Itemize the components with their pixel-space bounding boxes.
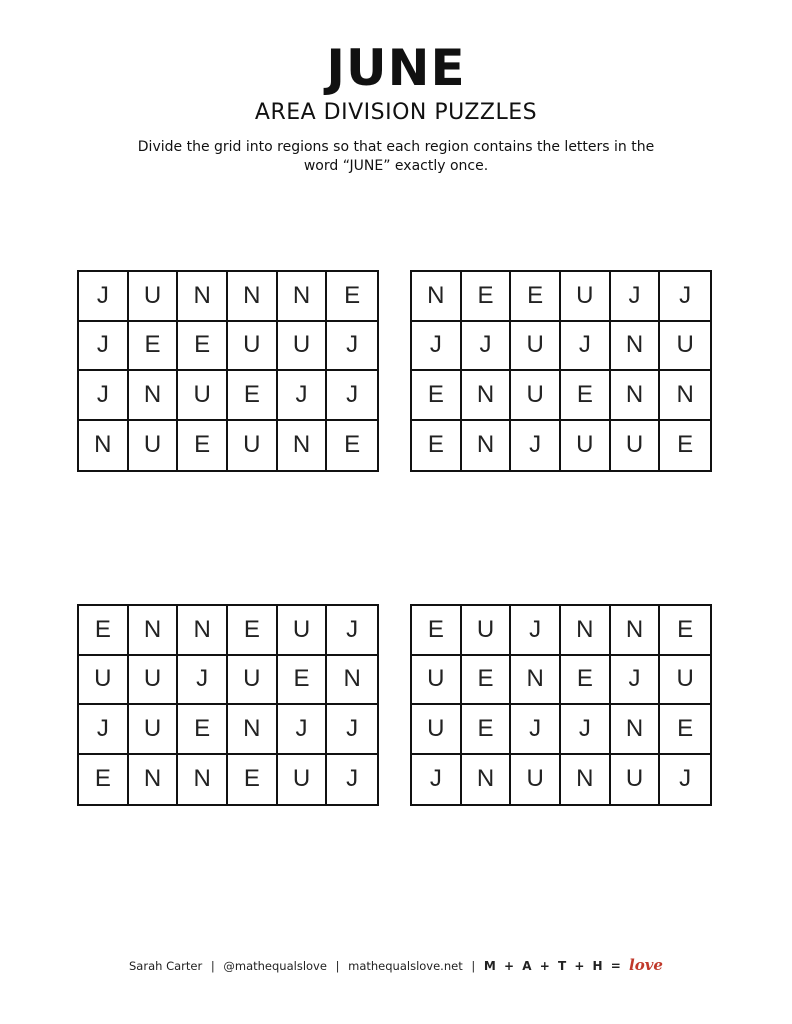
grid-cell: U [178, 371, 228, 421]
grid-cell: U [129, 705, 179, 755]
grid-cell: J [660, 272, 710, 322]
grid-cell: J [178, 656, 228, 706]
grid-cell: U [228, 421, 278, 471]
grid-cell: J [412, 322, 462, 372]
puzzle-grid-2 [410, 270, 712, 472]
grid-cell: E [129, 322, 179, 372]
page-title: JUNE [326, 39, 466, 97]
grid-cell: N [228, 705, 278, 755]
grid-cell: N [129, 755, 179, 805]
grid-cell: E [79, 755, 129, 805]
grid-cell: J [561, 705, 611, 755]
grid-cell: E [228, 755, 278, 805]
puzzle-grid-1 [77, 270, 379, 472]
grid-cell: J [611, 272, 661, 322]
grid-cell: J [79, 705, 129, 755]
grid-cell: U [511, 322, 561, 372]
grid-cell: E [660, 705, 710, 755]
grid-cell: E [561, 371, 611, 421]
grid-cell: E [228, 606, 278, 656]
grid-cell: U [412, 656, 462, 706]
grid-cell: N [561, 606, 611, 656]
grid-cell: N [462, 755, 512, 805]
grid-cell: E [462, 272, 512, 322]
grid-cell: J [611, 656, 661, 706]
puzzle-grid-4 [410, 604, 712, 806]
footer-brand-love: love [629, 956, 663, 974]
grid-cell: N [278, 272, 328, 322]
grid-cell: U [278, 755, 328, 805]
grid-cell: U [79, 656, 129, 706]
footer [0, 956, 792, 975]
grid-cell: N [178, 606, 228, 656]
puzzle-grid-3 [77, 604, 379, 806]
grid-cell: E [462, 656, 512, 706]
grid-cell: E [228, 371, 278, 421]
grid-cell: N [178, 272, 228, 322]
grid-cell: N [462, 421, 512, 471]
footer-separator: | [335, 959, 340, 973]
page-subtitle: AREA DIVISION PUZZLES [254, 100, 538, 125]
grid-cell: U [228, 656, 278, 706]
footer-social: @mathequalslove [223, 959, 327, 973]
grid-cell: N [611, 371, 661, 421]
grid-cell: J [462, 322, 512, 372]
footer-separator: | [210, 959, 215, 973]
grid-cell: J [511, 606, 561, 656]
grid-cell: U [228, 322, 278, 372]
grid-cell: N [228, 272, 278, 322]
grid-cell: N [511, 656, 561, 706]
grid-cell: E [412, 606, 462, 656]
grid-cell: J [278, 705, 328, 755]
grid-cell: N [611, 606, 661, 656]
grid-cell: E [412, 371, 462, 421]
grid-cell: J [679, 765, 692, 793]
grid-cell: J [327, 322, 377, 372]
grid-cell: U [278, 322, 328, 372]
grid-cell: J [327, 371, 377, 421]
grid-cell: U [511, 371, 561, 421]
grid-cell: J [79, 272, 129, 322]
grid-cell: E [178, 705, 228, 755]
grid-cell: J [561, 322, 611, 372]
footer-brand-text: M + A + T + H = [483, 959, 623, 973]
grid-cell: J [412, 755, 462, 805]
grid-cell: U [278, 606, 328, 656]
grid-cell: E [344, 431, 361, 459]
grid-cell: E [660, 606, 710, 656]
grid-cell: N [178, 755, 228, 805]
grid-cell: E [511, 272, 561, 322]
grid-cell: J [511, 421, 561, 471]
grid-cell: N [278, 421, 328, 471]
grid-cell: U [129, 656, 179, 706]
grid-cell: U [611, 421, 661, 471]
grid-cell: J [511, 705, 561, 755]
grid-cell: E [327, 272, 377, 322]
grid-cell: E [561, 656, 611, 706]
footer-website: mathequalslove.net [348, 959, 463, 973]
grid-cell: E [412, 421, 462, 471]
grid-cell: N [561, 755, 611, 805]
grid-cell: U [511, 755, 561, 805]
grid-cell: U [561, 421, 611, 471]
footer-author: Sarah Carter [129, 959, 203, 973]
grid-cell: E [462, 705, 512, 755]
grid-cell: J [79, 371, 129, 421]
grid-cell: E [677, 431, 694, 459]
grid-cell: E [178, 421, 228, 471]
grid-cell: J [327, 606, 377, 656]
grid-cell: U [561, 272, 611, 322]
grid-cell: N [412, 272, 462, 322]
grid-cell: N [611, 705, 661, 755]
grid-cell: J [346, 765, 359, 793]
grid-cell: N [129, 371, 179, 421]
grid-cell: E [178, 322, 228, 372]
grid-cell: U [611, 755, 661, 805]
instructions-text: Divide the grid into regions so that each region contains the letters in the word “JUNE” exactly once. [137, 139, 655, 174]
grid-cell: U [129, 421, 179, 471]
grid-cell: U [660, 656, 710, 706]
grid-cell: E [278, 656, 328, 706]
grid-cell: J [327, 705, 377, 755]
grid-cell: J [278, 371, 328, 421]
grid-cell: N [462, 371, 512, 421]
grid-cell: N [660, 371, 710, 421]
grid-cell: U [129, 272, 179, 322]
grid-cell: U [462, 606, 512, 656]
grid-cell: E [79, 606, 129, 656]
footer-brand [483, 956, 663, 974]
grid-cell: N [129, 606, 179, 656]
grid-cell: N [327, 656, 377, 706]
grid-cell: U [412, 705, 462, 755]
grid-cell: J [79, 322, 129, 372]
grid-cell: U [660, 322, 710, 372]
grid-cell: N [611, 322, 661, 372]
grid-cell: N [79, 421, 129, 471]
footer-separator: | [471, 959, 476, 973]
